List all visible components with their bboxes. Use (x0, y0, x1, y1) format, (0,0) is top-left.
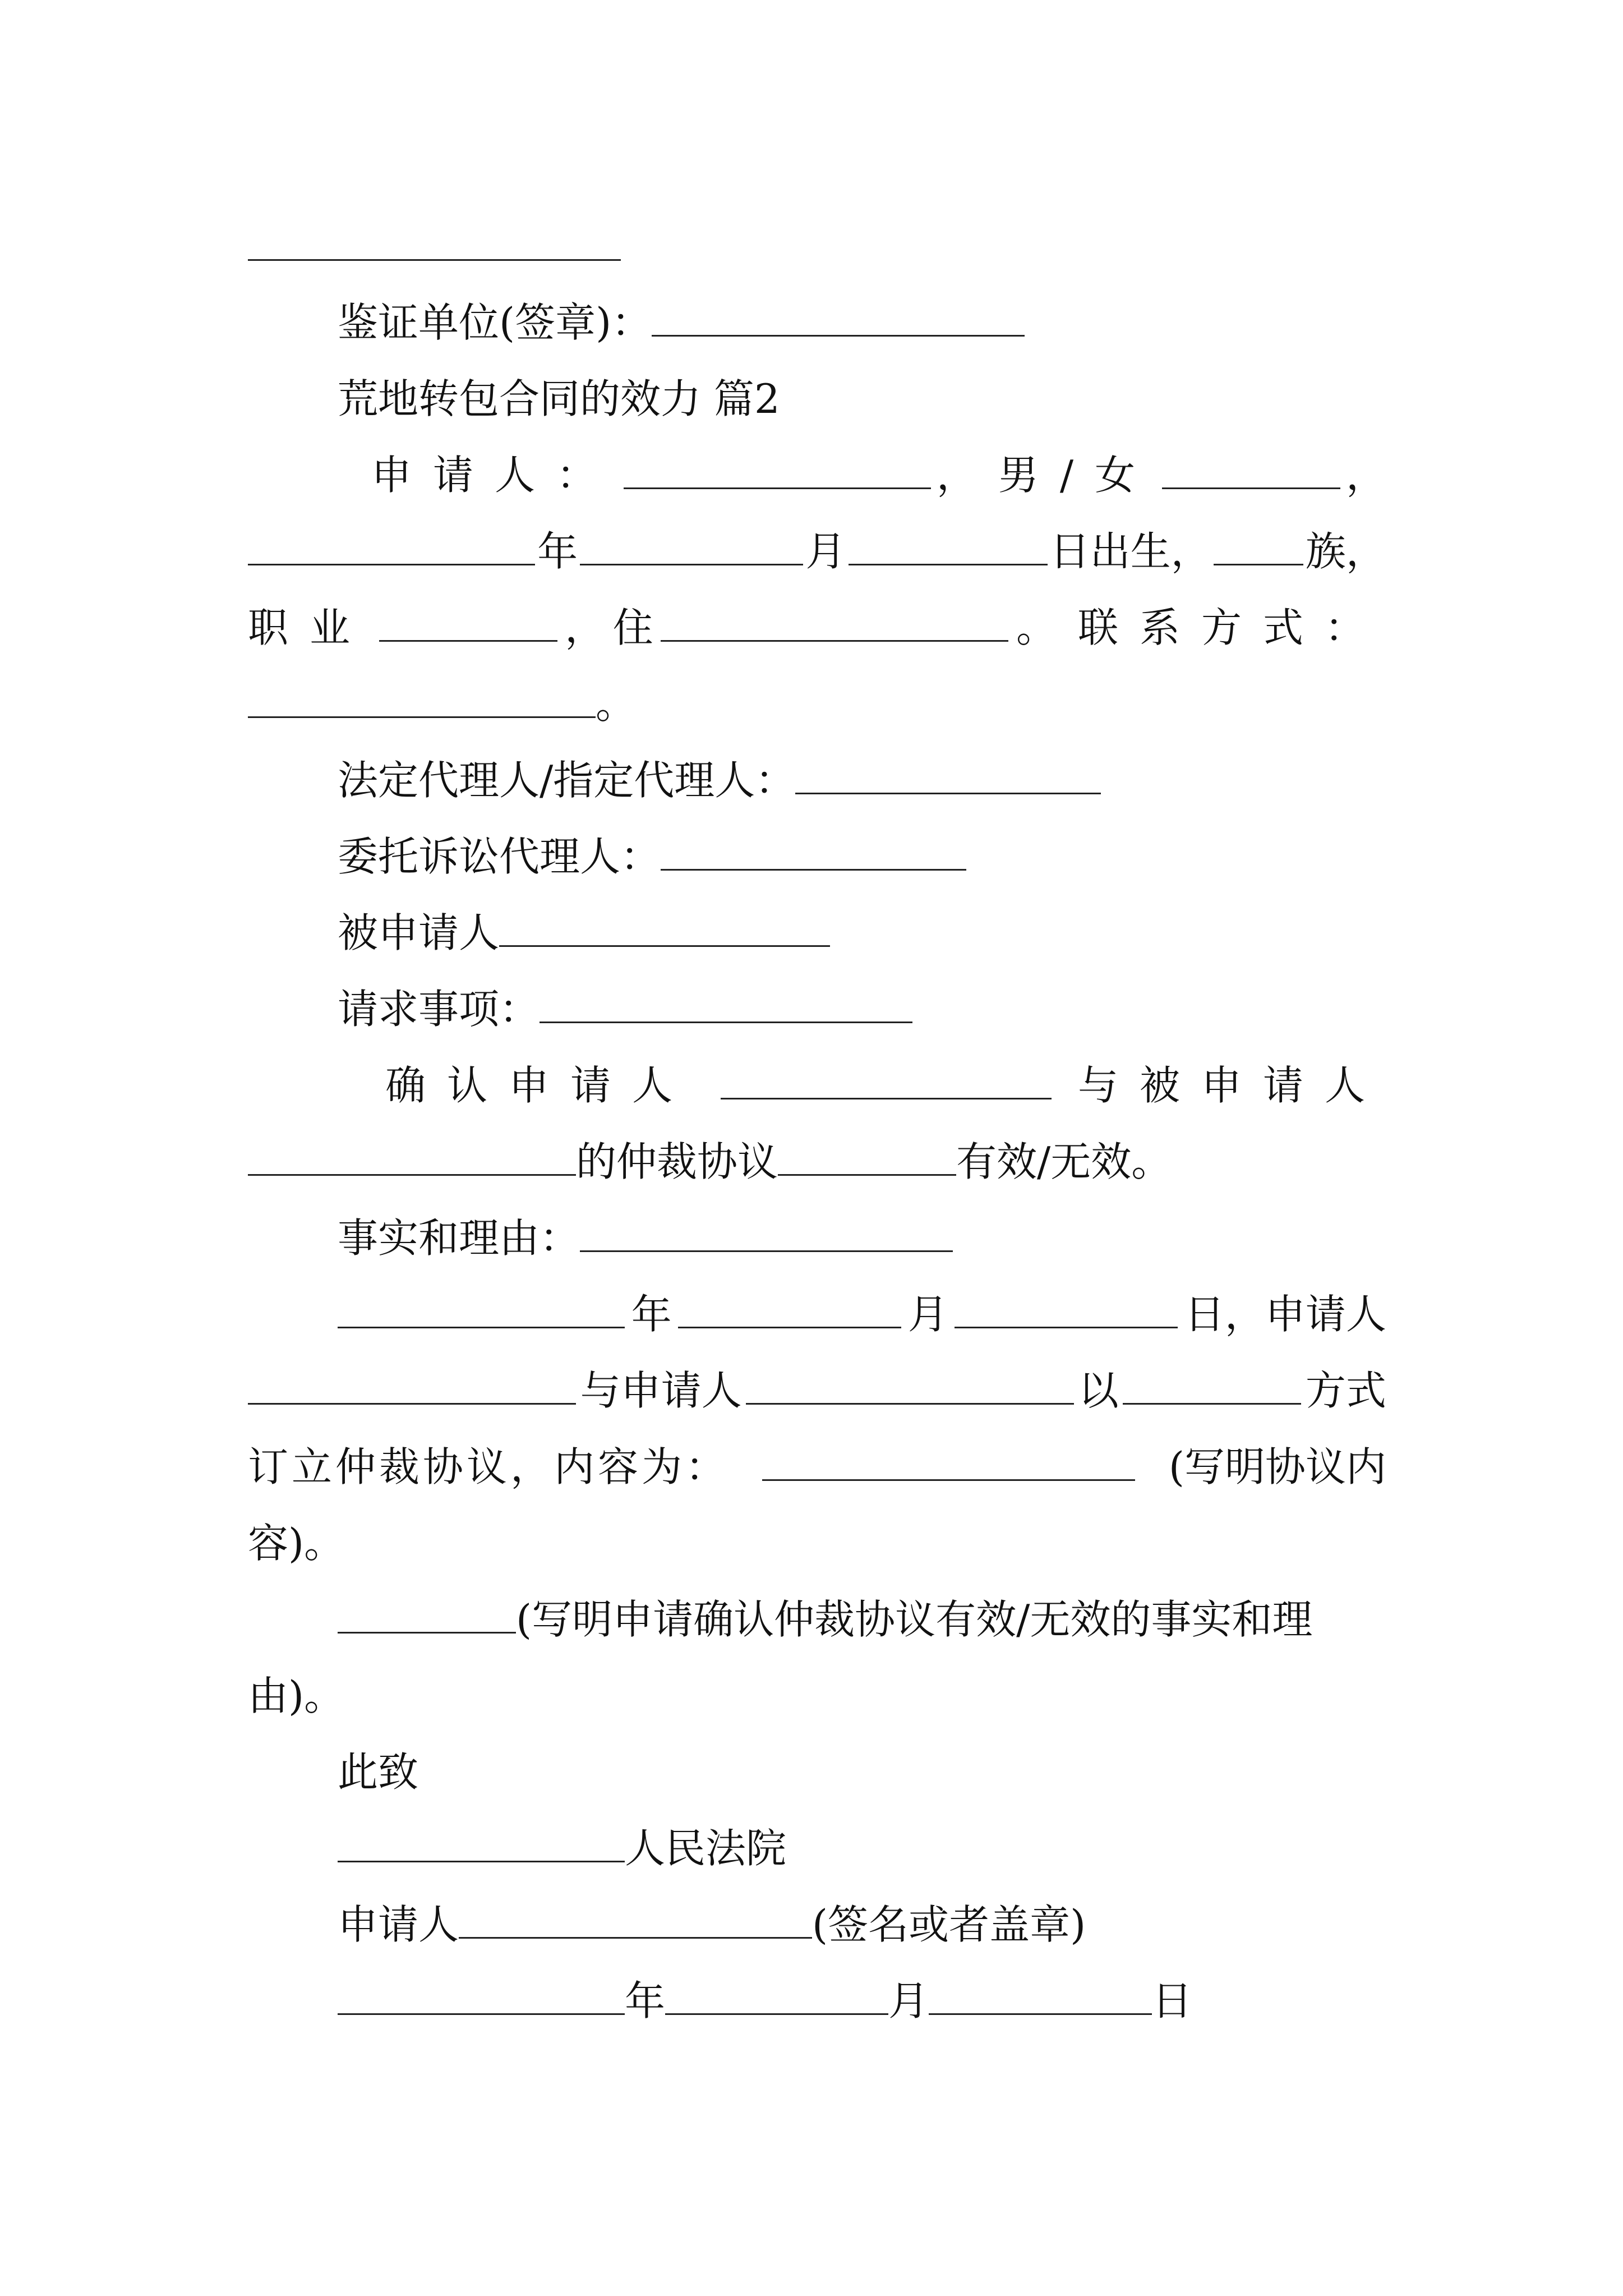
occupation-line (248, 597, 1386, 659)
court-label: 人民法院 (625, 1825, 787, 1872)
content-line (248, 1436, 1386, 1498)
legal-agent-blank (795, 759, 1101, 794)
final-year-label: 年 (625, 1977, 666, 2024)
facts-day-blank (955, 1293, 1178, 1328)
litigation-agent-line (248, 826, 1386, 887)
applicant-line (248, 444, 1386, 506)
agreement-line (248, 1131, 1386, 1193)
respondent-line (248, 902, 1386, 964)
signing-method-label: 方式 (1305, 1367, 1386, 1414)
validity-label: 有效/无效。 (956, 1138, 1172, 1185)
section-title-text: 荒地转包合同的效力 篇2 (338, 375, 780, 422)
signature-line (248, 259, 621, 261)
birth-day-blank (849, 530, 1048, 565)
address-label: 住 (612, 604, 653, 651)
respondent-label: 被申请人 (338, 909, 500, 956)
facts-year-label: 年 (631, 1291, 672, 1338)
legal-agent-line (248, 749, 1386, 811)
content-blank (762, 1446, 1135, 1481)
signing-applicant-blank (746, 1369, 1074, 1405)
reason-end-line (248, 1665, 1386, 1727)
salutation: 此致 (338, 1749, 419, 1796)
signing-applicant-label: 与申请人 (580, 1367, 742, 1414)
confirm-applicant-blank (721, 1064, 1052, 1099)
final-day-blank (929, 1980, 1152, 2015)
agreement-party-blank (248, 1140, 576, 1176)
signing-line (248, 1360, 1386, 1421)
section-title (248, 368, 1386, 430)
gender-label: ，男/女 (936, 452, 1157, 499)
ethnic-blank (1214, 530, 1303, 565)
respondent-blank (499, 912, 830, 947)
content-note: (写明协议内 (1168, 1443, 1386, 1490)
applicant-label: 申请人： (371, 452, 619, 499)
gender-blank (1162, 454, 1340, 489)
reason-end: 由)。 (248, 1672, 345, 1719)
birth-label: 日出生， (1049, 528, 1211, 575)
facts-day-label: 日，申请人 (1184, 1291, 1386, 1338)
ethnic-label: 族， (1305, 528, 1386, 575)
final-month-blank (665, 1980, 888, 2015)
facts-month-blank (678, 1293, 901, 1328)
signing-method-blank (1123, 1369, 1301, 1405)
content-label: 订立仲裁协议，内容为： (248, 1443, 730, 1490)
contact-line (248, 673, 1386, 735)
claims-line (248, 978, 1386, 1040)
facts-line (248, 1207, 1386, 1269)
sign-or-seal-note: (签名或者盖章) (812, 1901, 1086, 1948)
salutation-line (248, 1741, 1386, 1803)
litigation-agent-label: 委托诉讼代理人： (338, 833, 661, 880)
attestation-label: 鉴证单位(签章)： (338, 299, 652, 346)
applicant-name-blank (624, 454, 931, 489)
facts-blank (580, 1217, 953, 1252)
reason-line (248, 1589, 1386, 1650)
year-label: 年 (537, 528, 578, 575)
confirm-applicant-label: 确认申请人 (385, 1062, 694, 1109)
content-end: 容)。 (248, 1520, 345, 1567)
reason-blank (338, 1598, 516, 1634)
address-blank (661, 606, 1008, 642)
applicant-sign-blank (459, 1903, 812, 1939)
occupation-comma: ， (565, 604, 606, 651)
birth-line (248, 521, 1386, 582)
agreement-label: 的仲裁协议 (576, 1138, 778, 1185)
attestation-blank (652, 301, 1025, 337)
legal-agent-label: 法定代理人/指定代理人： (338, 757, 796, 804)
date-line-1 (248, 1283, 1386, 1345)
facts-label: 事实和理由： (338, 1214, 580, 1262)
court-blank (338, 1827, 625, 1862)
signing-by-label: 以 (1078, 1367, 1119, 1414)
court-line (248, 1818, 1386, 1879)
occupation-label: 职业 (248, 604, 372, 651)
claims-blank (540, 988, 912, 1023)
final-date-line (248, 1970, 1386, 2032)
contact-blank (248, 683, 596, 718)
applicant-sign-label: 申请人 (338, 1901, 459, 1948)
contact-label: 。联系方式： (1016, 604, 1386, 651)
litigation-agent-blank (661, 835, 966, 871)
facts-month-label: 月 (907, 1291, 948, 1338)
birth-year-blank (248, 530, 535, 565)
final-month-label: 月 (888, 1977, 929, 2024)
confirm-respondent-label: 与被申请人 (1077, 1062, 1386, 1109)
birth-month-blank (580, 530, 803, 565)
occupation-blank (379, 606, 557, 642)
final-year-blank (338, 1980, 625, 2015)
content-end-line (248, 1512, 1386, 1574)
reason-note: (写明申请确认仲裁协议有效/无效的事实和理 (516, 1596, 1313, 1643)
claims-label: 请求事项： (338, 986, 540, 1033)
agreement-blank (778, 1140, 956, 1176)
signing-party-blank (248, 1369, 576, 1405)
applicant-sign-line (248, 1894, 1386, 1955)
attestation-line (248, 292, 1386, 353)
contact-end: 。 (596, 680, 637, 728)
final-day-label: 日 (1152, 1977, 1193, 2024)
applicant-comma: ， (1345, 452, 1386, 499)
facts-year-blank (338, 1293, 625, 1328)
confirm-line (248, 1055, 1386, 1116)
month-label: 月 (805, 528, 846, 575)
